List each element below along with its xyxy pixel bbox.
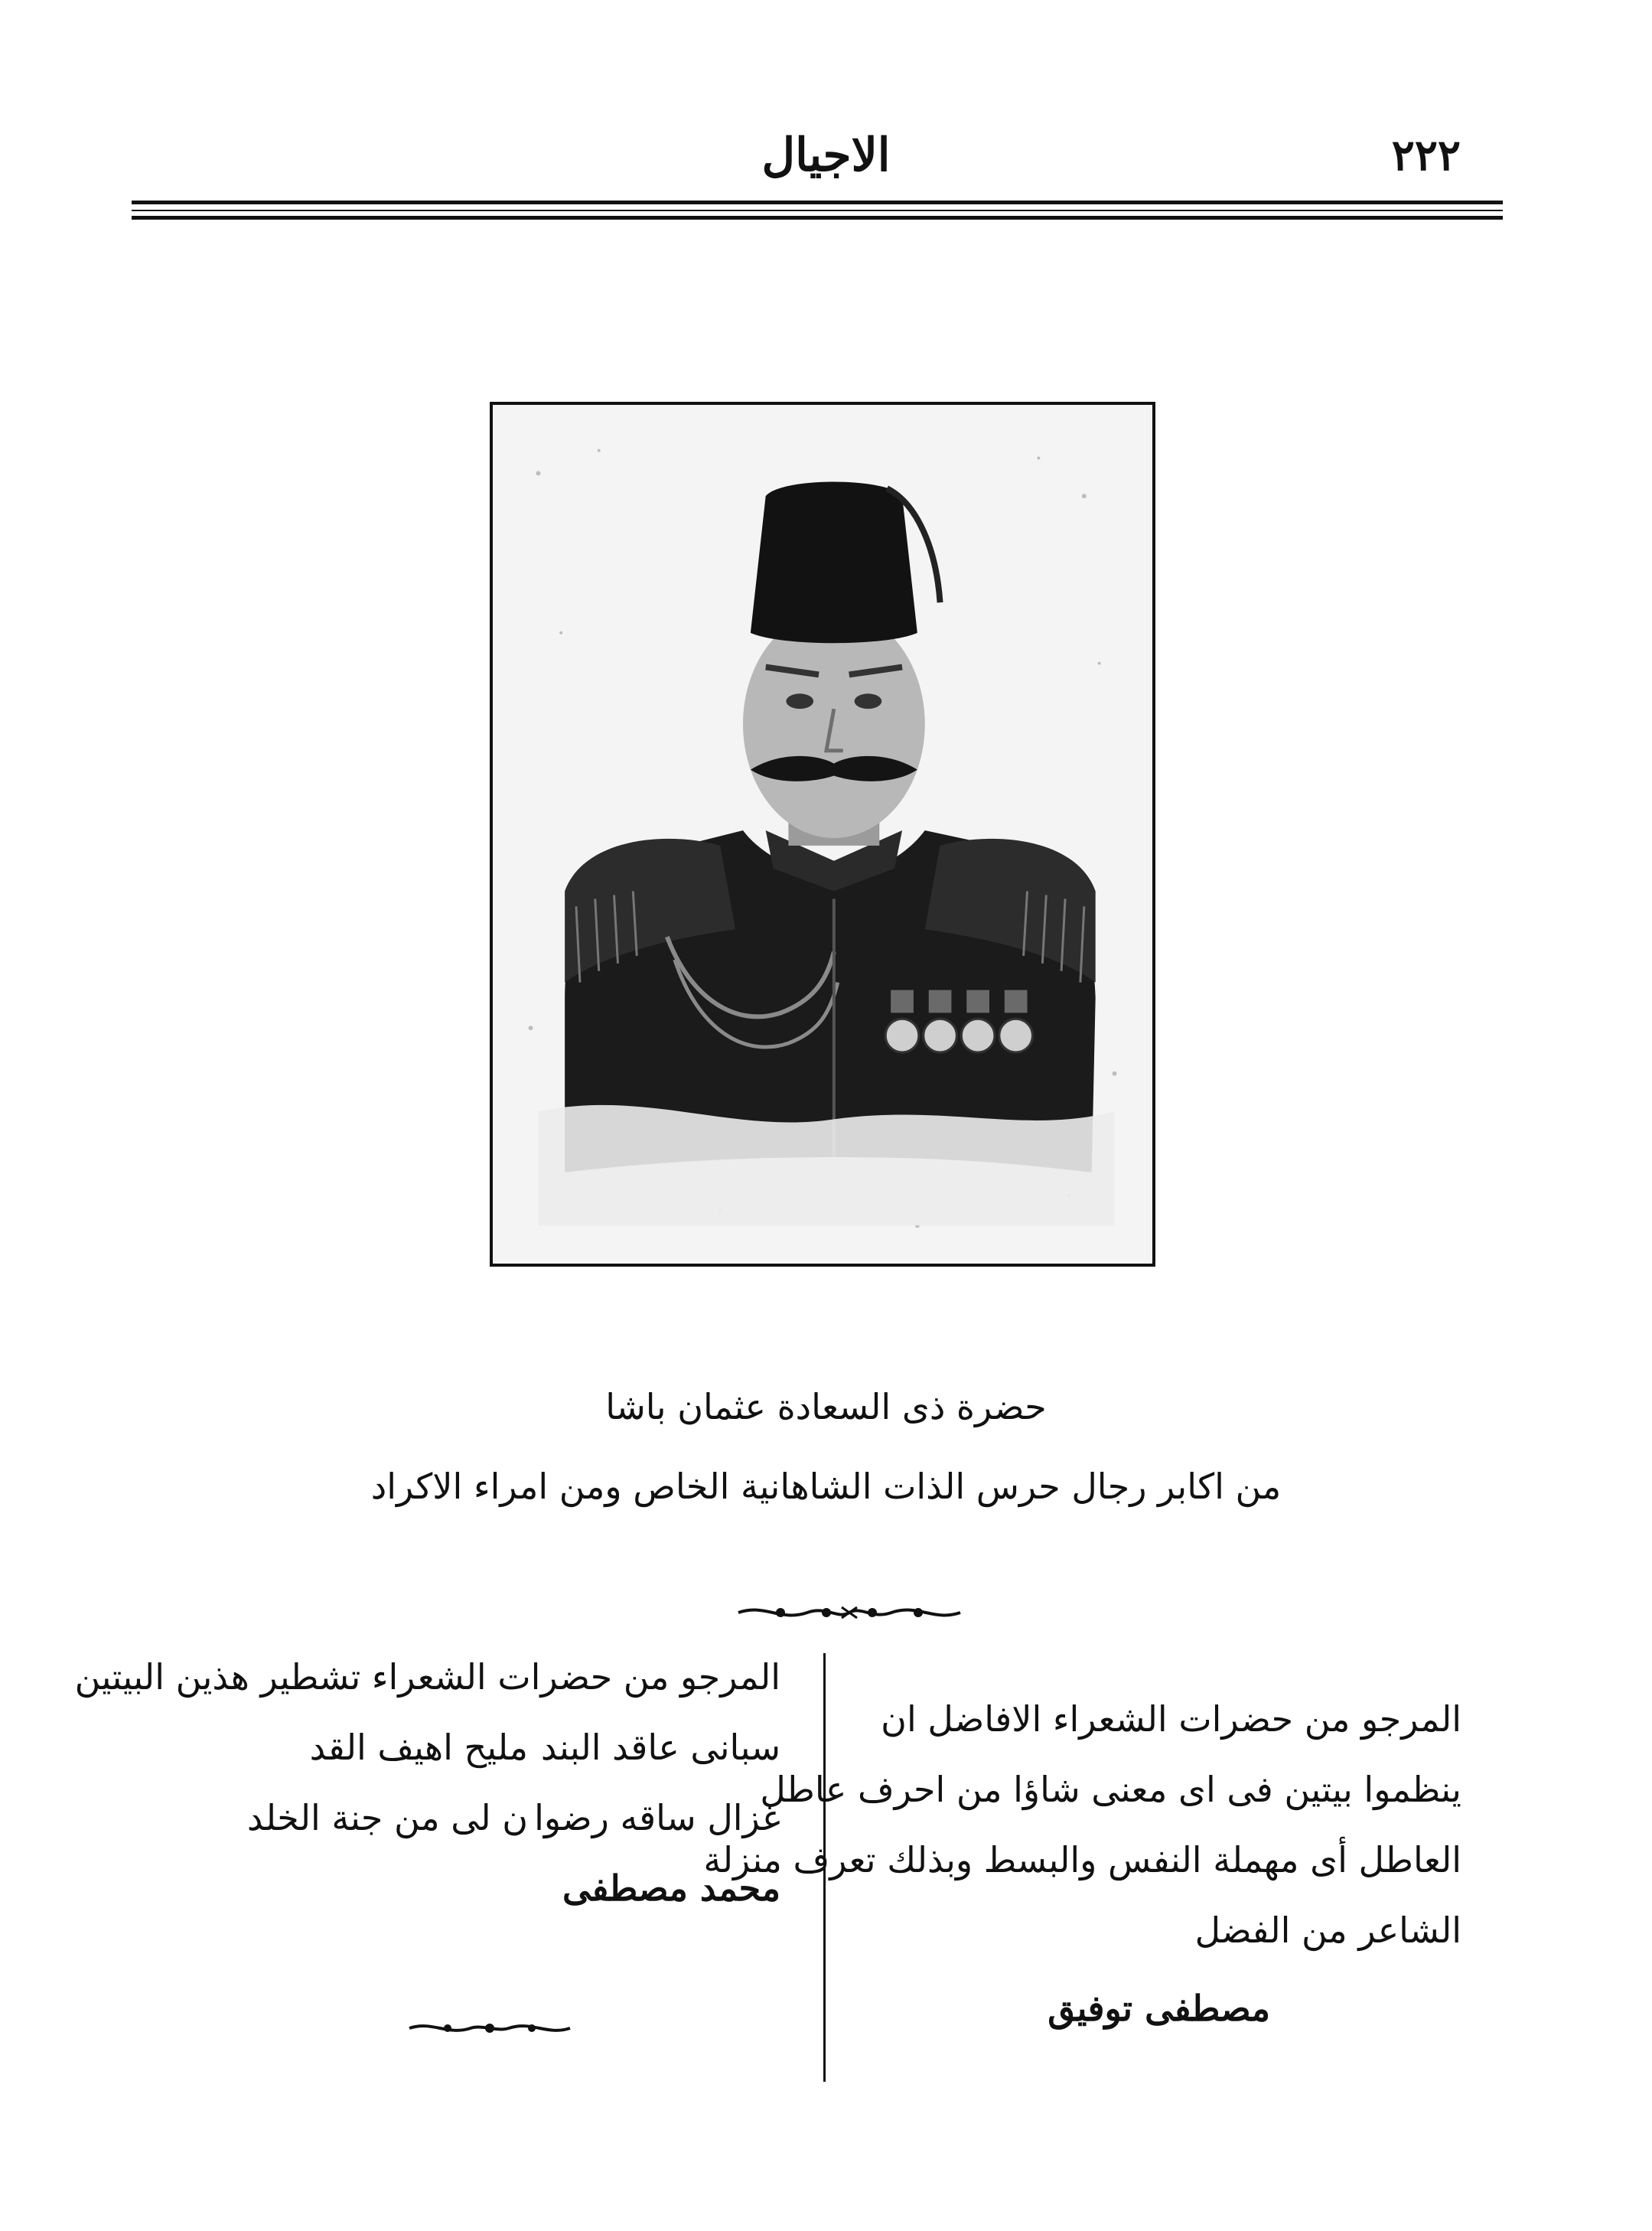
portrait-frame [490,402,1155,1267]
notice-line: الشاعر من الفضل [1194,1910,1461,1951]
portrait-caption-description: من اكابر رجال حرس الذات الشاهانية الخاص ومن امراء الاكراد [370,1466,1282,1507]
notice-line: المرجو من حضرات الشعراء الافاضل ان [881,1698,1461,1740]
header-rule-bottom [132,216,1503,220]
header-rule-top [132,201,1503,204]
portrait-caption-name: حضرة ذى السعادة عثمان باشا [605,1386,1047,1427]
page-number: ٢٢٢ [1391,130,1461,181]
portrait-photo-icon [493,405,1152,1264]
journal-title: الاجيال [761,129,891,182]
left-column-verses [74,1642,780,1923]
verse-hemistich-1: غزال ساقه رضوا [534,1797,780,1838]
verse-row [153,1783,780,1853]
signature-muhammad-mustafa: محمد مصطفى [562,1867,780,1909]
notice-line: ينظموا بيتين فى اى معنى شاؤا من احرف عاطل [760,1769,1461,1810]
verse-hemistich-2: ن لى من جنة الخلد [246,1797,528,1838]
signature-mustafa-tawfiq: مصطفى توفيق [1048,1988,1270,2029]
header-rule-middle [132,210,1503,211]
right-column-notice [703,1684,1461,2043]
verse-hemistich-1: سبانى عاقد البند [540,1727,780,1768]
notice-line: العاطل أى مهملة النفس والبسط وبذلك تعرف منزلة [703,1839,1461,1880]
verse-row [153,1712,780,1783]
ornament-divider-icon [735,1600,964,1626]
ornament-small-icon [406,2017,574,2040]
verse-intro: المرجو من حضرات الشعراء تشطير هذين البيتين [74,1656,780,1698]
verse-hemistich-2: مليح اهيف القد [309,1727,528,1768]
